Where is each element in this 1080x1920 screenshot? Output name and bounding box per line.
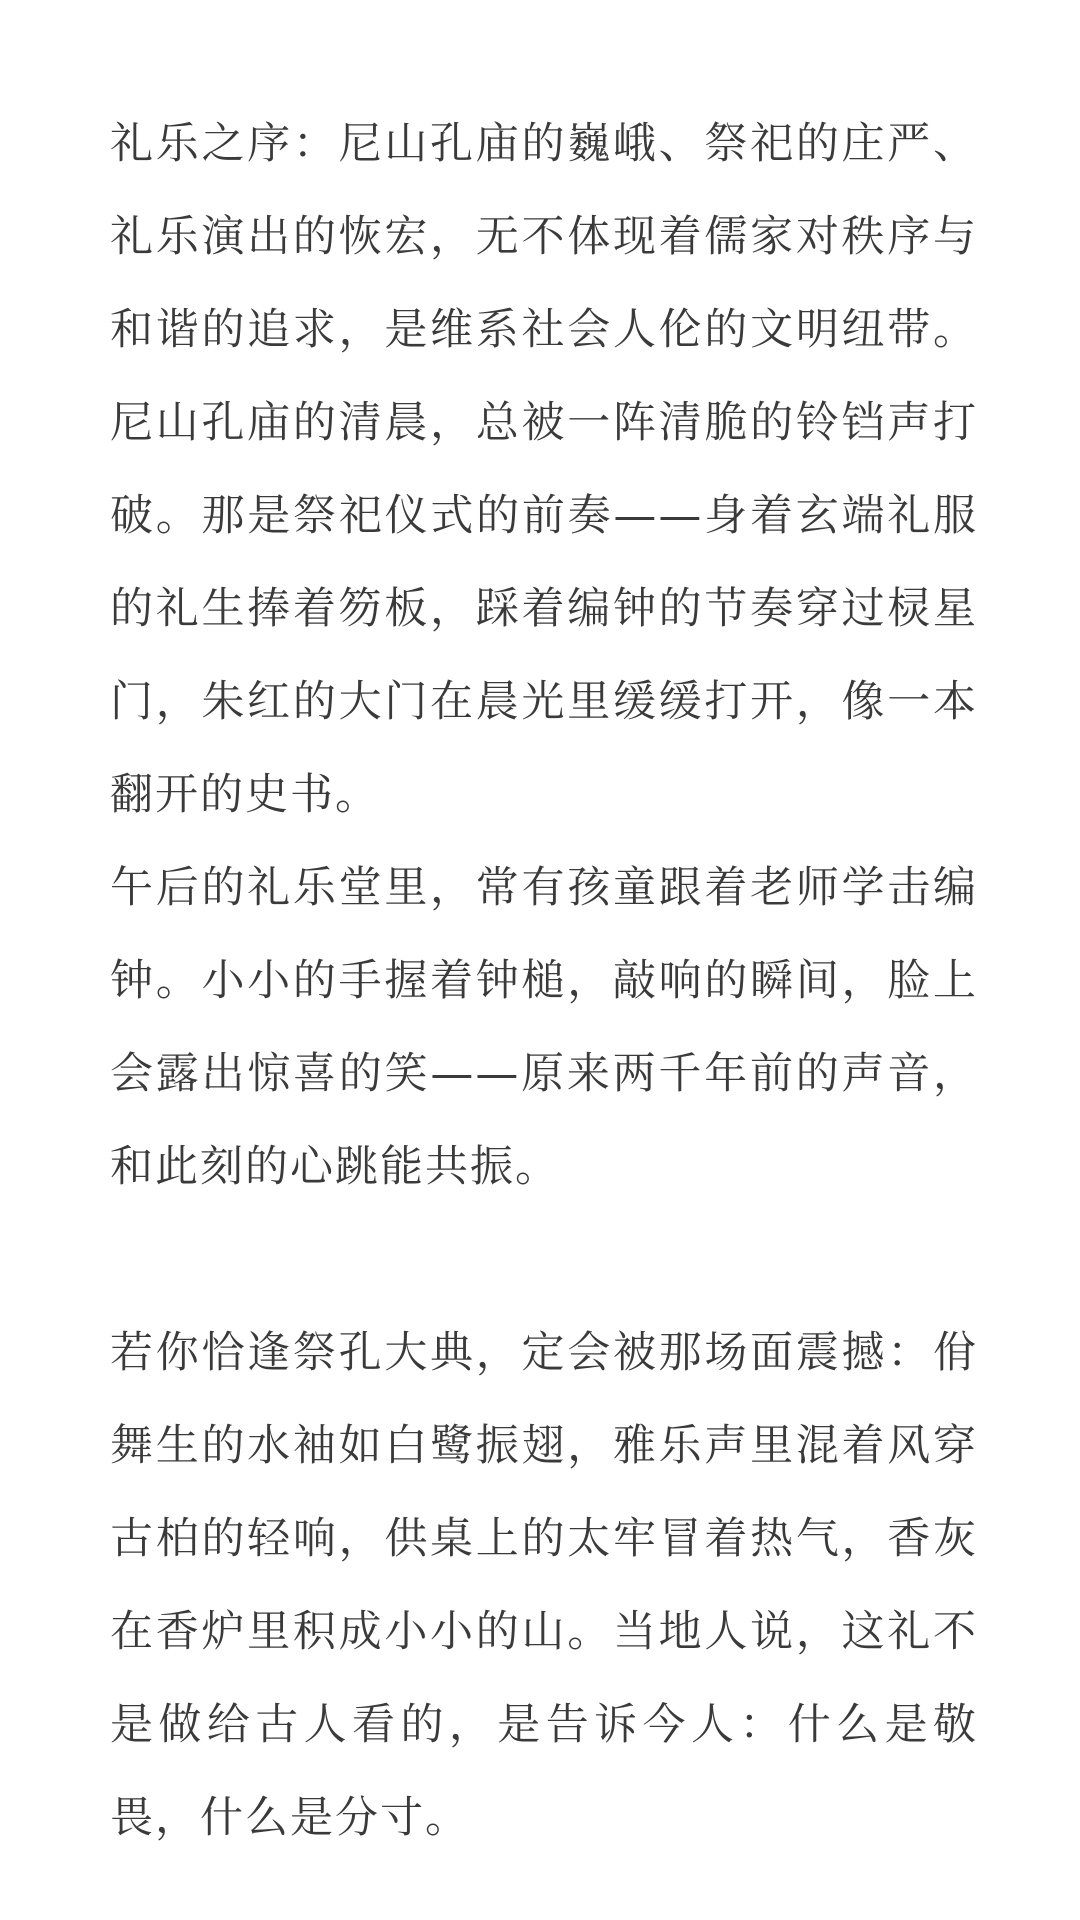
paragraph-confucius-ceremony: 若你恰逢祭孔大典，定会被那场面震撼：佾舞生的水袖如白鹭振翅，雅乐声里混着风穿古柏的轻响，供桌上的太牢冒着热气，香灰在香炉里积成小小的山。当地人说，这礼不是做给古人看的，是告诉今人：什么是敬畏，什么是分寸。 xyxy=(110,1328,978,1843)
paragraph-bianzhong-lesson: 午后的礼乐堂里，常有孩童跟着老师学击编钟。小小的手握着钟槌，敲响的瞬间，脸上会露出惊喜的笑——原来两千年前的声音，和此刻的心跳能共振。 xyxy=(110,863,978,1192)
paragraph-rites-order: 礼乐之序：尼山孔庙的巍峨、祭祀的庄严、礼乐演出的恢宏，无不体现着儒家对秩序与和谐的追求，是维系社会人伦的文明纽带。尼山孔庙的清晨，总被一阵清脆的铃铛声打破。那是祭祀仪式的前奏——身着玄端礼服的礼生捧着笏板，踩着编钟的节奏穿过棂星门，朱红的大门在晨光里缓缓打开，像一本翻开的史书。 xyxy=(110,119,978,820)
article-body xyxy=(110,98,978,1865)
paragraph-spacer xyxy=(110,1214,978,1307)
